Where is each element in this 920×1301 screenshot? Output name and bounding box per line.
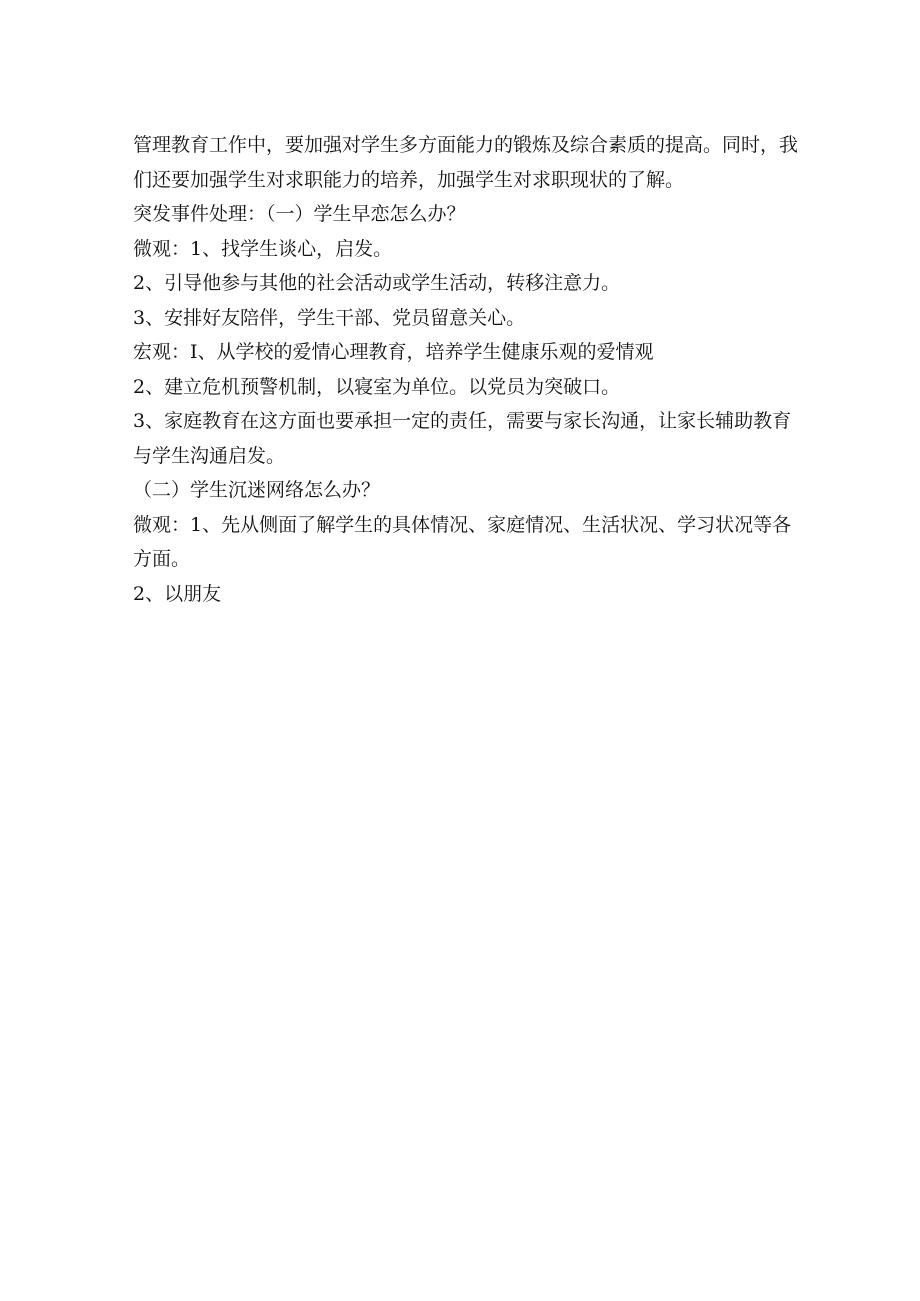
text-line: 与学生沟通启发。 [133,444,286,467]
text-line: 3、家庭教育在这方面也要承担一定的责任，需要与家长沟通，让家长辅助教育 [133,410,792,432]
text-line: 方面。 [133,548,191,570]
paragraph-1 [133,128,799,197]
paragraph-8 [133,404,793,473]
paragraph-10 [133,508,793,577]
text-line: 宏观：I、从学校的爱情心理教育，培养学生健康乐观的爱情观 [133,341,654,363]
text-line: 微观：1、找学生谈心，启发。 [133,237,393,260]
paragraph-7 [133,370,793,405]
paragraph-9 [133,473,793,508]
paragraph-4 [133,266,793,301]
paragraph-5 [133,301,793,336]
text-line: 2、以朋友 [133,582,222,605]
text-line: 突发事件处理：（一）学生早恋怎么办？ [133,203,466,225]
paragraph-3 [133,232,793,267]
text-line: 2、引导他参与其他的社会活动或学生活动，转移注意力。 [133,272,621,294]
document-body [133,128,799,611]
paragraph-6 [133,335,793,370]
text-line: 微观：1、先从侧面了解学生的具体情况、家庭情况、生活状况、学习状况等各 [133,513,792,536]
text-line: 2、建立危机预警机制，以寝室为单位。以党员为突破口。 [133,375,621,398]
text-line: 管理教育工作中，要加强对学生多方面能力的锻炼及综合素质的提高。同时，我 [133,134,799,156]
text-line: 们还要加强学生对求职能力的培养，加强学生对求职现状的了解。 [133,168,685,191]
paragraph-2 [133,197,793,232]
text-line: 3、安排好友陪伴，学生干部、党员留意关心。 [133,306,526,329]
text-line: （二）学生沉迷网络怎么办？ [133,479,381,501]
paragraph-11 [133,577,793,612]
